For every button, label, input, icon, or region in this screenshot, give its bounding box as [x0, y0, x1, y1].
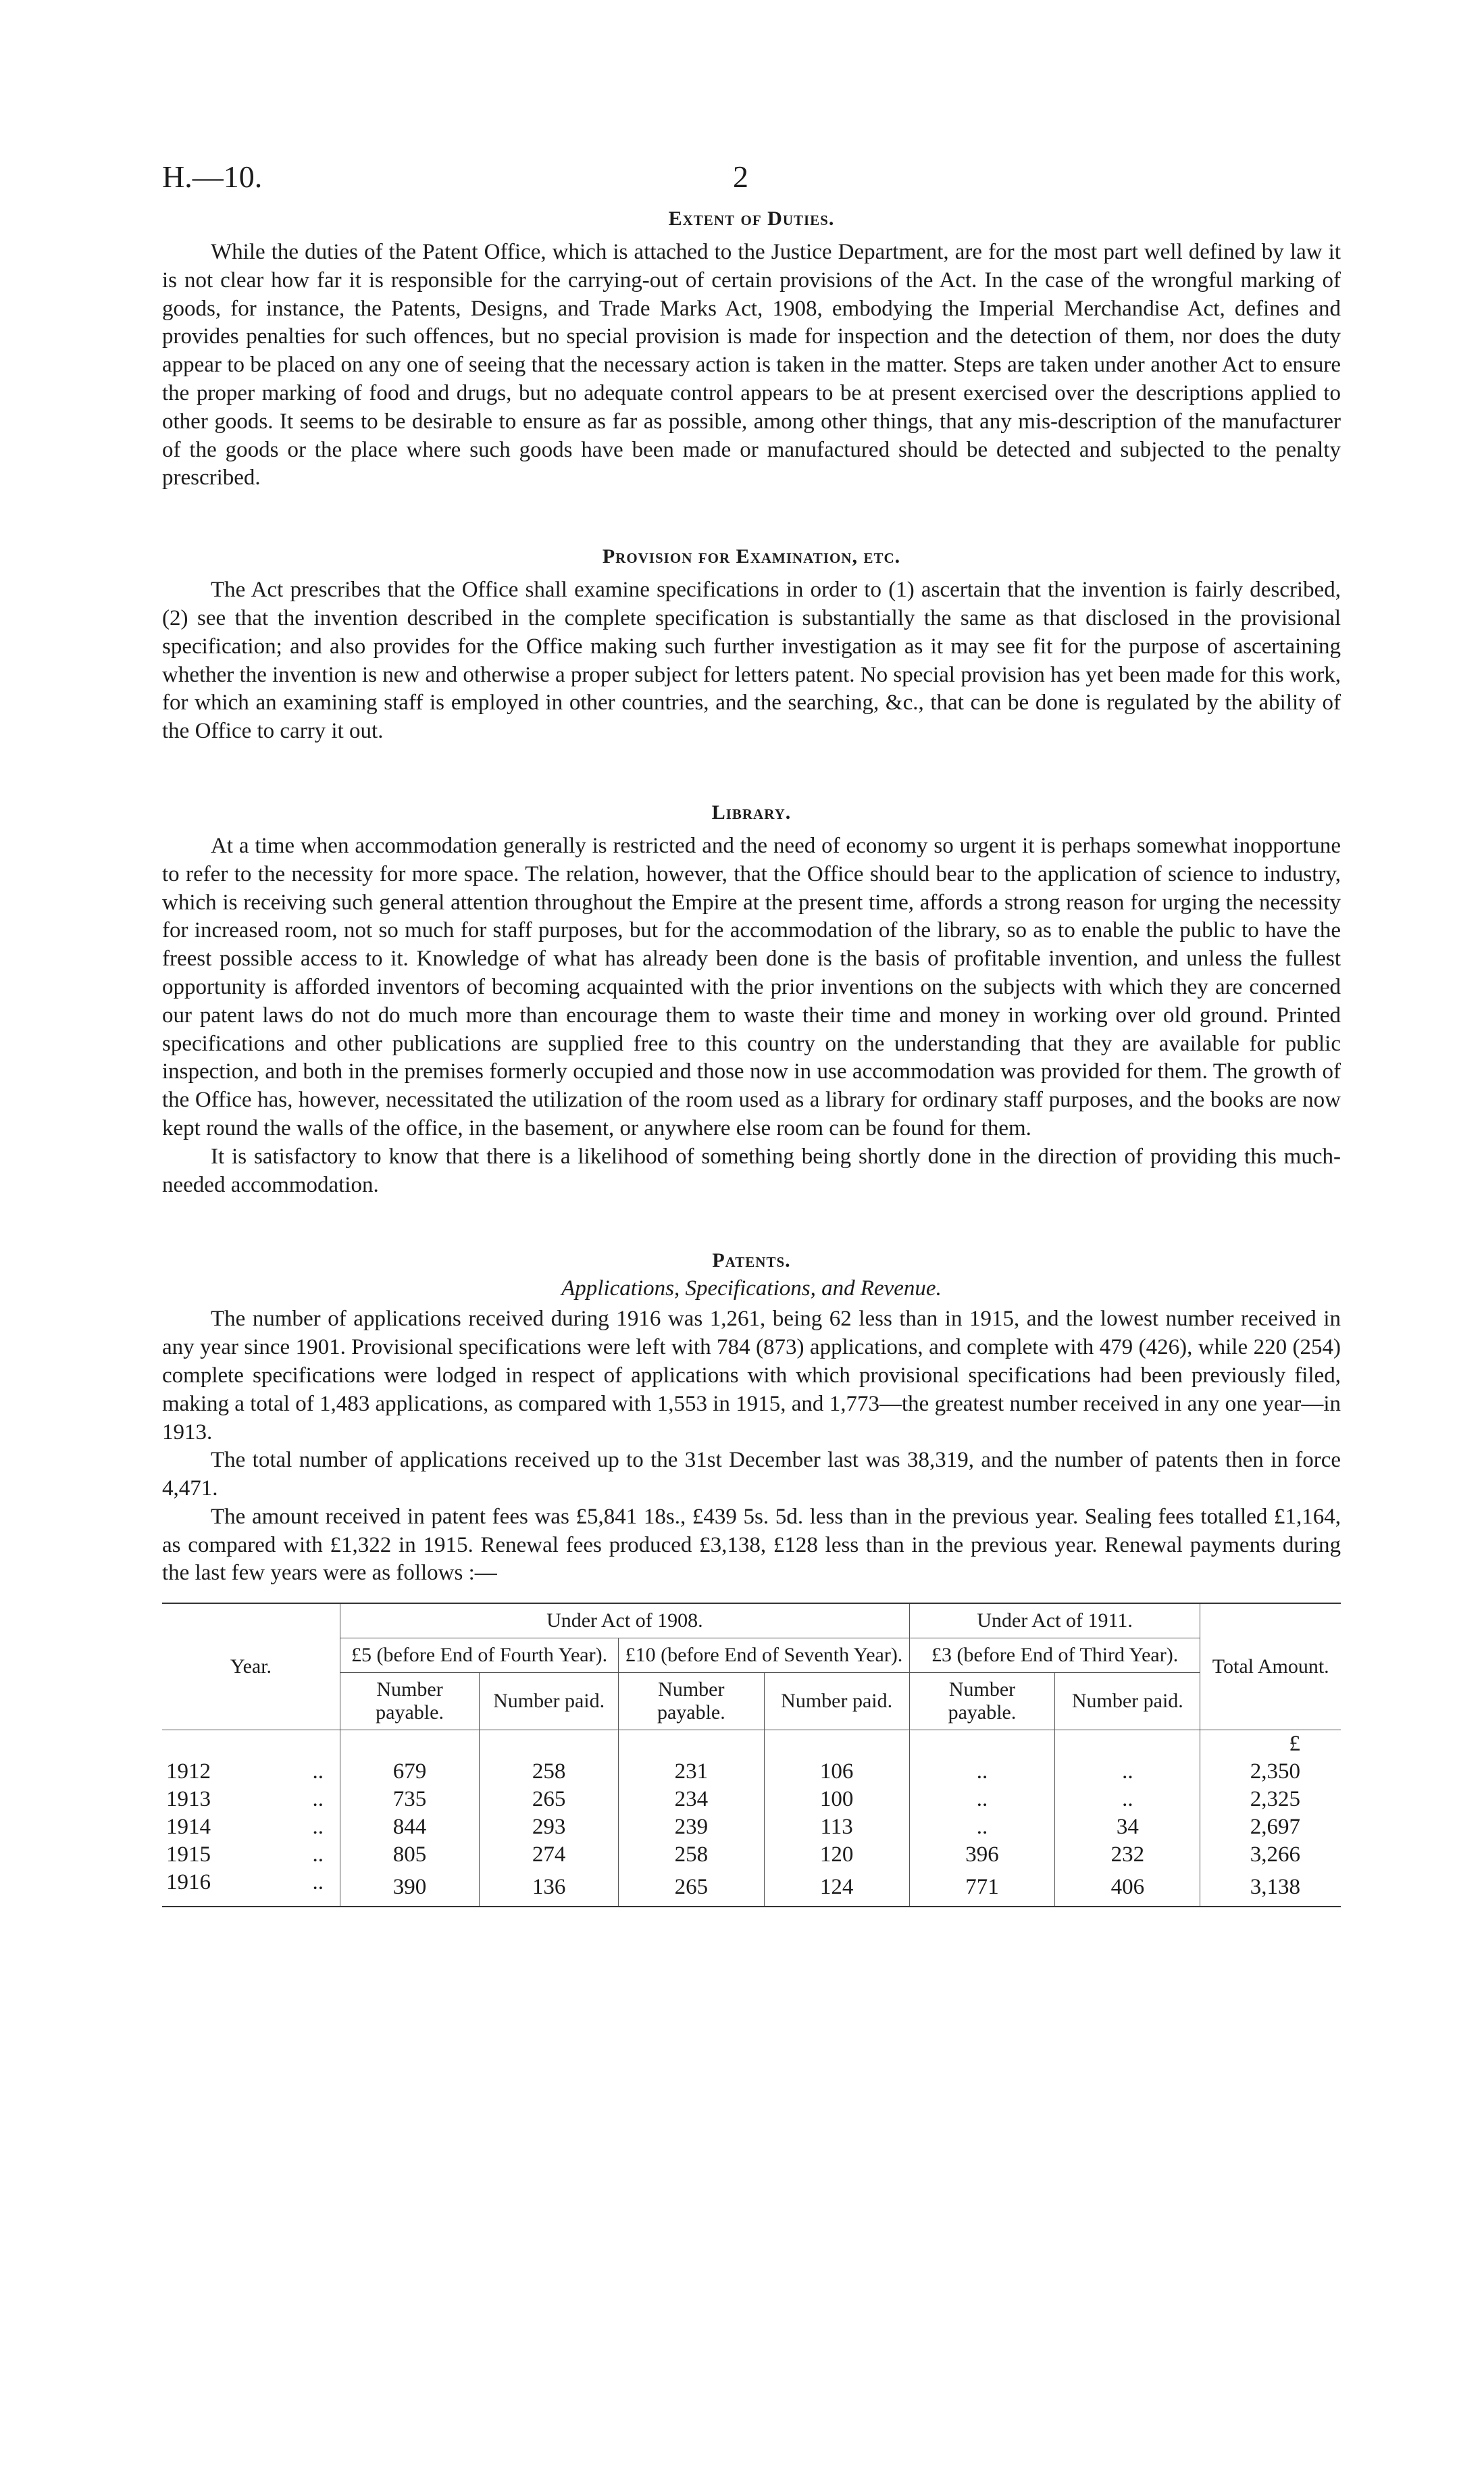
cell: 805 [340, 1841, 479, 1869]
document-page [162, 159, 1341, 1907]
section-subheading: Applications, Specifications, and Revenue. [561, 1276, 942, 1301]
year-cell: 1913 .. [166, 1787, 324, 1812]
year-header: Year. [230, 1655, 272, 1678]
section-heading-patents: Patents. [712, 1249, 791, 1272]
table-row [162, 1786, 1341, 1813]
paragraph: The total number of applications received up to the 31st December last was 38,319, and the number of patents then in force 4,471. [162, 1448, 1341, 1501]
cell: 136 [480, 1869, 619, 1907]
paragraph: It is satisfactory to know that there is a likelihood of something being shortly done in the direction of providing this much-needed accommodation. [162, 1144, 1341, 1197]
cell: 232 [1055, 1841, 1200, 1869]
year-cell: 1914 .. [166, 1815, 324, 1840]
total-cell: 2,697 [1200, 1813, 1341, 1841]
act-1908-header: Under Act of 1908. [340, 1603, 909, 1638]
total-cell: 3,266 [1200, 1841, 1341, 1869]
cell: 239 [619, 1813, 764, 1841]
year-cell: 1916 .. [166, 1870, 324, 1895]
total-cell: 3,138 [1200, 1869, 1341, 1907]
fee-5-header: £5 (before End of Fourth Year). [340, 1638, 618, 1673]
page-number: 2 [733, 159, 748, 194]
cell: 258 [480, 1758, 619, 1786]
number-payable-header: Number payable. [340, 1673, 479, 1730]
section-heading-library: Library. [711, 801, 792, 824]
section-heading-extent: Extent of Duties. [668, 207, 835, 230]
cell: .. [1055, 1786, 1200, 1813]
cell: .. [909, 1758, 1054, 1786]
cell: 120 [764, 1841, 909, 1869]
year-cell: 1915 .. [166, 1842, 324, 1867]
cell: 293 [480, 1813, 619, 1841]
cell: 396 [909, 1841, 1054, 1869]
cell: 265 [619, 1869, 764, 1907]
cell: 390 [340, 1869, 479, 1907]
paragraph: The amount received in patent fees was £5,841 18s., £439 5s. 5d. less than in the previous year. Sealing fees totalled £1,164, as compared with £1,322 in 1915. Renewal fees produced £3,138, £128 less than in the previous year. Renewal payments during the last few years were as follows :— [162, 1504, 1341, 1586]
cell: 124 [764, 1869, 909, 1907]
cell: 735 [340, 1786, 479, 1813]
table-row [162, 1813, 1341, 1841]
fee-10-header: £10 (before End of Seventh Year). [619, 1638, 910, 1673]
table-row [162, 1869, 1341, 1907]
paragraph: The number of applications received during 1916 was 1,261, being 62 less than in 1915, and the lowest number received in any year since 1901. Provisional specifications were left with 784 (873) applications, and complete with 479 (426), while 220 (254) complete specifications were lodged in respect of applications with which provisional specifications had been previously filed, making a total of 1,483 applications, as compared with 1,553 in 1915, and 1,773—the greatest number received in any one year—in 1913. [162, 1307, 1341, 1444]
cell: 113 [764, 1813, 909, 1841]
number-paid-header: Number paid. [480, 1673, 619, 1730]
total-cell: 2,325 [1200, 1786, 1341, 1813]
number-paid-header: Number paid. [764, 1673, 909, 1730]
cell: 34 [1055, 1813, 1200, 1841]
act-1911-header: Under Act of 1911. [909, 1603, 1200, 1638]
cell: 258 [619, 1841, 764, 1869]
table-row [162, 1841, 1341, 1869]
cell: 274 [480, 1841, 619, 1869]
total-cell: 2,350 [1200, 1758, 1341, 1786]
renewal-payments-table [162, 1603, 1341, 1907]
cell: 679 [340, 1758, 479, 1786]
cell: 100 [764, 1786, 909, 1813]
number-payable-header: Number payable. [909, 1673, 1054, 1730]
cell: .. [909, 1786, 1054, 1813]
total-header: Total Amount. [1200, 1603, 1341, 1730]
cell: .. [1055, 1758, 1200, 1786]
fee-3-header: £3 (before End of Third Year). [909, 1638, 1200, 1673]
currency-symbol: £ [1200, 1730, 1341, 1759]
number-paid-header: Number paid. [1055, 1673, 1200, 1730]
table-row [162, 1758, 1341, 1786]
year-cell: 1912 .. [166, 1759, 324, 1784]
page-header [162, 159, 1341, 207]
number-payable-header: Number payable. [619, 1673, 764, 1730]
section-heading-provision: Provision for Examination, etc. [602, 545, 901, 568]
paragraph: While the duties of the Patent Office, which is attached to the Justice Department, are for the most part well defined by law it is not clear how far it is responsible for the carrying-out of certain provisions of the Act. In the case of the wrongful marking of goods, for instance, the Patents, Designs, and Trade Marks Act, 1908, embodying the Imperial Merchandise Act, defines and provides penalties for such offences, but no special provision is made for inspection and the detection of them, nor does the duty appear to be placed on any one of seeing that the necessary action is taken in the matter. Steps are taken under another Act to ensure the proper marking of food and drugs, but no adequate control appears to be at present exercised over the descriptions applied to other goods. It seems to be desirable to ensure as far as possible, among other things, that any mis-description of the manufacturer of the goods or the place where such goods have been made or manufactured should be detected and subjected to the penalty prescribed. [162, 240, 1341, 490]
paragraph: The Act prescribes that the Office shall examine specifications in order to (1) ascertain that the invention is fairly described, (2) see that the invention described in the complete specification is substantially the same as that disclosed in the provisional specification; and also provides for the Office making such further investigation as it may see fit for the purpose of ascertaining whether the invention is new and otherwise a proper subject for letters patent. No special provision has yet been made for this work, for which an examining staff is employed in other countries, and the searching, &c., that can be done is regulated by the ability of the Office to carry it out. [162, 578, 1341, 744]
cell: 106 [764, 1758, 909, 1786]
cell: 234 [619, 1786, 764, 1813]
cell: 265 [480, 1786, 619, 1813]
cell: .. [909, 1813, 1054, 1841]
document-code: H.—10. [162, 159, 263, 194]
cell: 406 [1055, 1869, 1200, 1907]
cell: 231 [619, 1758, 764, 1786]
cell: 771 [909, 1869, 1054, 1907]
paragraph: At a time when accommodation generally is restricted and the need of economy so urgent it is perhaps somewhat inopportune to refer to the necessity for more space. The relation, however, that the Office should bear to the application of science to industry, which is receiving such general attention throughout the Empire at the present time, affords a strong reason for urging the necessity for increased room, not so much for staff purposes, but for the accommodation of the library, so as to enable the public to have the freest possible access to it. Knowledge of what has already been done is the basis of profitable invention, and unless the fullest opportunity is afforded inventors of becoming acquainted with the prior inventions on the subjects with which they are concerned our patent laws do not do much more than encourage them to waste their time and money in working over old ground. Printed specifications and other publications are supplied free to this country on the understanding that they are available for public inspection, and both in the premises formerly occupied and those now in use accommodation was provided for them. The growth of the Office has, however, necessitated the utilization of the room used as a library for ordinary staff purposes, and the books are now kept round the walls of the office, in the basement, or anywhere else room can be found for them. [162, 833, 1341, 1140]
cell: 844 [340, 1813, 479, 1841]
